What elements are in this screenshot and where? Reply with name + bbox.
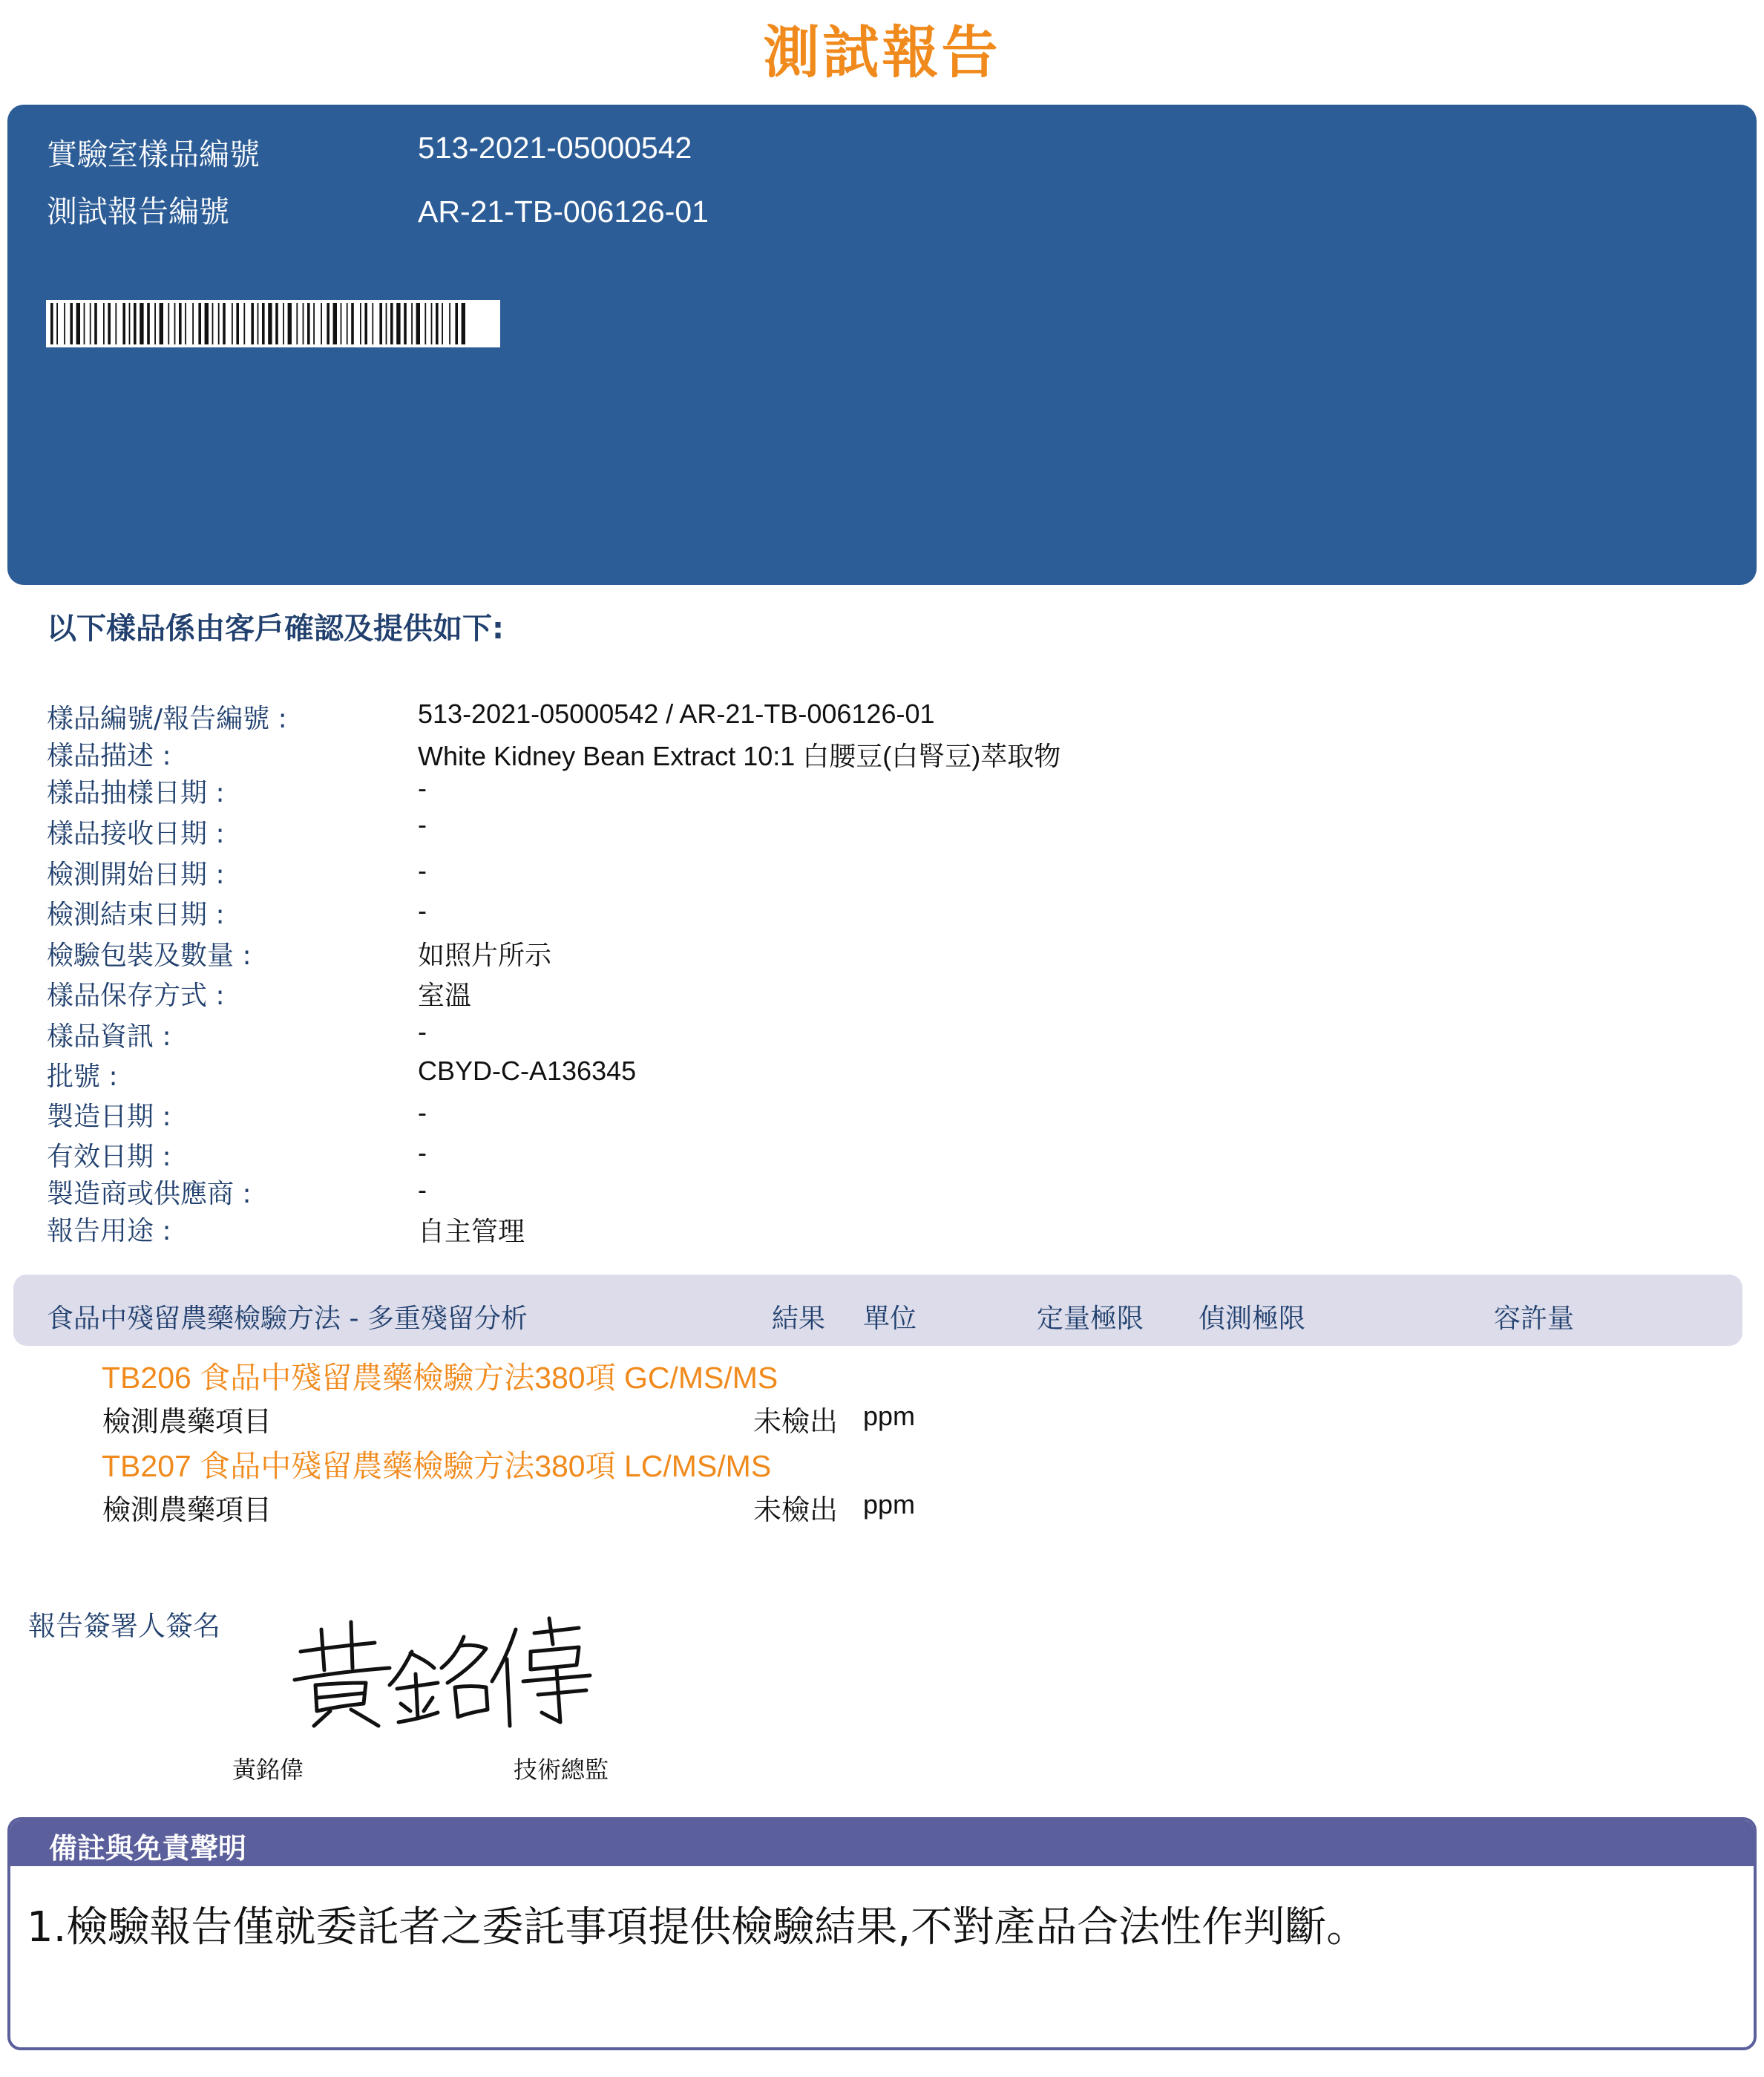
handwritten-signature <box>286 1600 597 1733</box>
info-value: - <box>418 1174 427 1205</box>
info-label: 樣品接收日期 : <box>47 819 225 849</box>
lod-column-header: 偵測極限 <box>1199 1304 1306 1334</box>
info-value: - <box>418 855 427 886</box>
info-value: CBYD-C-A136345 <box>418 1056 637 1086</box>
info-value: - <box>418 809 427 840</box>
info-value: 自主管理 <box>418 1216 525 1246</box>
lab-sample-value: 513-2021-05000542 <box>418 131 692 165</box>
info-value: 如照片所示 <box>418 940 552 970</box>
report-number-value: AR-21-TB-006126-01 <box>418 194 709 229</box>
loq-column-header: 定量極限 <box>1037 1304 1144 1334</box>
barcode <box>46 300 500 347</box>
info-label: 檢測結束日期 : <box>47 900 225 930</box>
info-value: - <box>418 1097 427 1128</box>
info-label: 樣品抽樣日期 : <box>47 778 225 808</box>
notes-text: 1.檢驗報告僅就委託者之委託事項提供檢驗結果,不對產品合法性作判斷。 <box>27 1903 1368 1952</box>
info-label: 報告用途 : <box>47 1216 171 1246</box>
info-label: 製造日期 : <box>47 1102 171 1132</box>
method-column-header: 食品中殘留農藥檢驗方法 - 多重殘留分析 <box>47 1304 528 1334</box>
info-label: 樣品保存方式 : <box>47 981 225 1011</box>
report-title: 測試報告 <box>763 19 1001 85</box>
signer-name: 黃銘偉 <box>232 1756 304 1784</box>
info-value: - <box>418 895 427 926</box>
signature-label: 報告簽署人簽名 <box>28 1610 220 1642</box>
info-label: 檢測開始日期 : <box>47 860 225 890</box>
tolerance-column-header: 容許量 <box>1494 1304 1575 1334</box>
result-row-unit: ppm <box>863 1489 916 1520</box>
info-value: - <box>418 1137 427 1168</box>
info-value: - <box>418 1016 427 1047</box>
signer-title: 技術總監 <box>514 1756 609 1784</box>
info-label: 樣品資訊 : <box>47 1021 171 1052</box>
info-label: 有效日期 : <box>47 1142 171 1172</box>
method-title: TB206 食品中殘留農藥檢驗方法380項 GC/MS/MS <box>102 1361 778 1395</box>
result-row-unit: ppm <box>863 1401 916 1431</box>
result-row-item: 檢測農藥項目 <box>102 1494 272 1526</box>
intro-heading: 以下樣品係由客戶確認及提供如下: <box>47 612 504 646</box>
notes-title: 備註與免責聲明 <box>49 1832 247 1865</box>
info-label: 製造商或供應商 : <box>47 1179 252 1209</box>
result-row-value: 未檢出 <box>753 1405 839 1438</box>
info-value: - <box>418 773 427 803</box>
info-label: 檢驗包裝及數量 : <box>47 941 252 971</box>
info-value: 室溫 <box>418 980 472 1010</box>
result-row-item: 檢測農藥項目 <box>102 1405 272 1438</box>
info-value: White Kidney Bean Extract 10:1 白腰豆(白腎豆)萃取物 <box>418 741 1061 771</box>
report-number-label: 測試報告編號 <box>47 194 229 229</box>
info-label: 批號 : <box>47 1062 118 1092</box>
unit-column-header: 單位 <box>863 1304 917 1334</box>
notes-box <box>7 1817 1757 2050</box>
info-value: 513-2021-05000542 / AR-21-TB-006126-01 <box>418 699 935 729</box>
info-label: 樣品描述 : <box>47 741 171 771</box>
result-column-header: 結果 <box>772 1304 826 1334</box>
info-label: 樣品編號/報告編號 : <box>47 704 287 734</box>
notes-header <box>10 1820 1754 1866</box>
method-title: TB207 食品中殘留農藥檢驗方法380項 LC/MS/MS <box>102 1449 772 1483</box>
result-row-value: 未檢出 <box>753 1494 839 1526</box>
lab-sample-label: 實驗室樣品編號 <box>47 137 260 172</box>
